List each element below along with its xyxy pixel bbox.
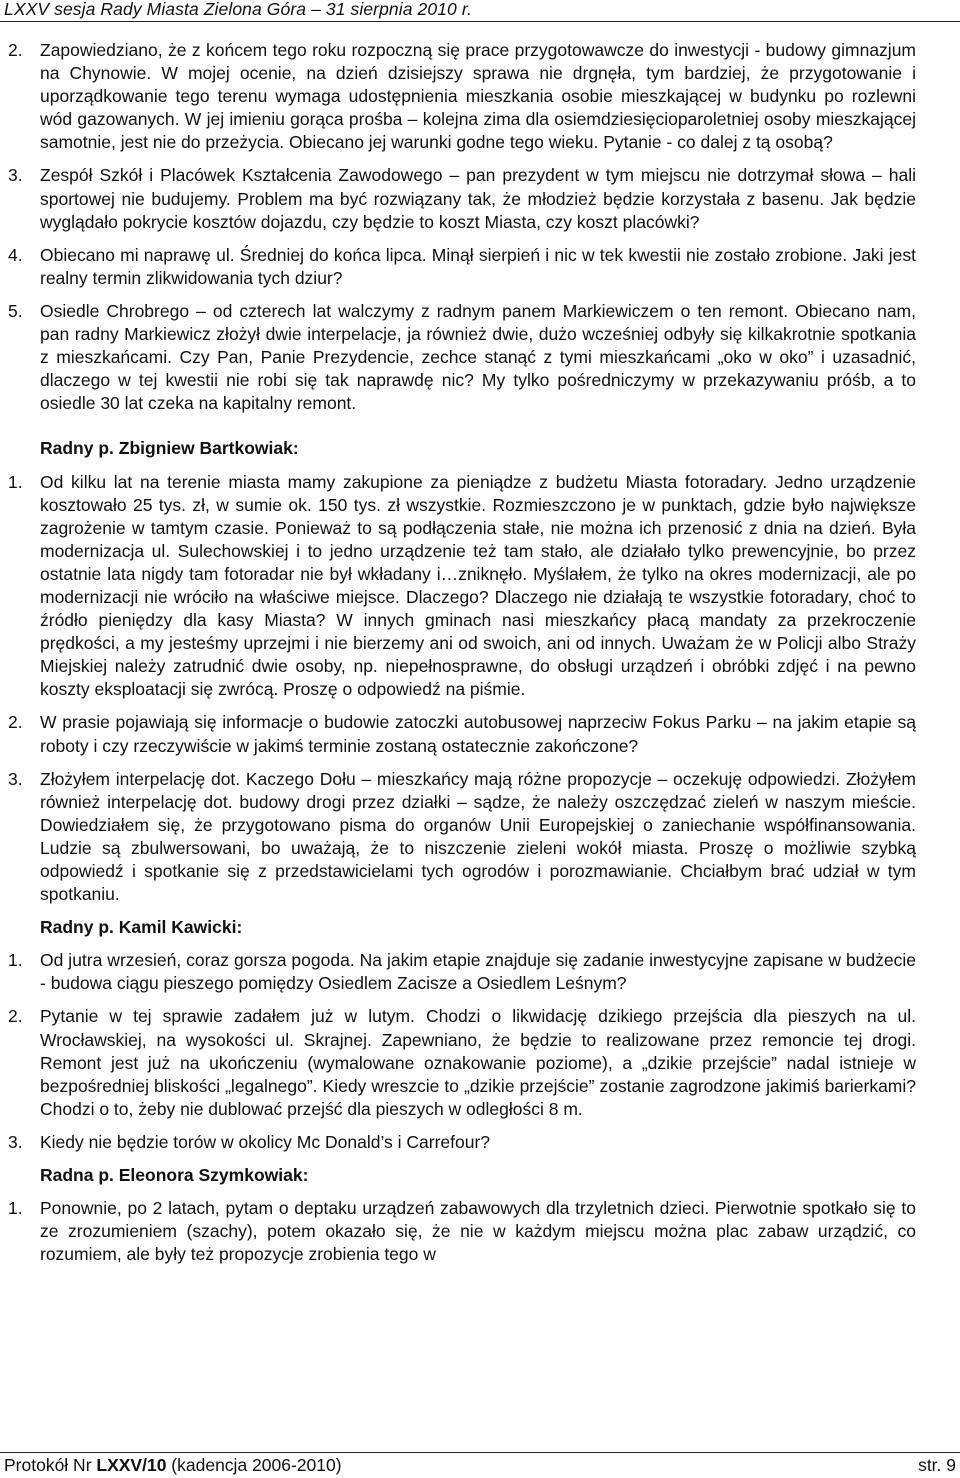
- footer-prefix: Protokół Nr: [4, 1455, 97, 1475]
- list-item: [8, 768, 916, 907]
- item-text: Złożyłem interpelację dot. Kaczego Dołu – mieszkańcy mają różne propozycje – oczekuję odpowiedzi. Złożyłem również interpelację dot. budowy drogi przez działki – sądze, że należy oszczędzać zieleń w naszym mieście. Dowiedziałem się, że przygotowano pisma do organów Unii Europejskiej o zaniechanie współfinansowania. Ludzie są zbulwersowani, bo uważają, że to niszczenie zieleni wokół miasta. Proszę o możliwie szybką odpowiedź i spotkanie się z przedstawicielami tych ogrodów i porozmawianie. Chciałbym brać udział w tym spotkaniu.: [40, 768, 916, 905]
- item-text: Od kilku lat na terenie miasta mamy zakupione za pieniądze z budżetu Miasta fotoradary. Jedno urządzenie kosztowało 25 tys. zł, w sumie ok. 150 tys. zł wszystkie. Rozmieszczono je w punktach, gdzie było największe zagrożenie w tamtym czasie. Ponieważ to są podłączenia stałe, nie można ich przenosić z dnia na dzień. Była modernizacja ul. Sulechowskiej i to jedno urządzenie też tam stało, ale działało tylko prewencyjnie, bo przez ostatnie lata nigdy tam fotoradar nie był wkładany i…zniknęło. Myślałem, że tylko na okres modernizacji, ale po modernizacji nie wróciło na właściwe miejsce. Dlaczego? Dlaczego nie działają te wszystkie fotoradary, choć to źródło pieniędzy dla kasy Miasta? W innych gminach nasi mieszkańcy płacą mandaty za przekroczenie prędkości, a my jesteśmy uprzejmi i nie bierzemy ani od swoich, ani od innych. Uważam że w Policji albo Straży Miejskiej należy zatrudnić dwie osoby, np. niepełnosprawne, do obsługi urządzeń i obróbki zdjęć i na pewno koszty eksploatacji się zwrócą. Proszę o odpowiedź na piśmie.: [40, 471, 916, 700]
- item-text: Kiedy nie będzie torów w okolicy Mc Donald’s i Carrefour?: [40, 1131, 491, 1152]
- item-text: Osiedle Chrobrego – od czterech lat walczymy z radnym panem Markiewiczem o ten remont. Obiecano nam, pan radny Markiewicz złożył dwie interpelacje, ja również dwie, dużo wcześniej odbyły się kilkakrotnie spotkania z mieszkańcami. Czy Pan, Panie Prezydencie, zechce stanąć z tymi mieszkańcami „oko w oko” i uzasadnić, dlaczego w tej kwestii nie robi się tak naprawdę nic? My tylko pośredniczymy w przekazywaniu próśb, a to osiedle 30 lat czeka na kapitalny remont.: [40, 300, 916, 414]
- item-text: Pytanie w tej sprawie zadałem już w lutym. Chodzi o likwidację dzikiego przejścia dla pieszych na ul. Wrocławskiej, na wysokości ul. Skrajnej. Zapewniano, że będzie to realizowane przez remoncie tej drogi. Remont jest już na ukończeniu (wymalowane oznakowanie poziome), a „dzikie przejście” nadal istnieje w bezpośredniej bliskości „legalnego”. Kiedy wreszcie to „dzikie przejście” zostanie zagrodzone jakimiś barierkami? Chodzi o to, żeby nie dublować przejść dla pieszych w odległości 8 m.: [40, 1006, 916, 1119]
- page-number: str. 9: [918, 1455, 956, 1475]
- item-number: 1.: [8, 1198, 23, 1219]
- item-number: 3.: [8, 165, 23, 186]
- item-number: 4.: [8, 244, 23, 265]
- item-number: 3.: [8, 768, 23, 789]
- item-text: Zapowiedziano, że z końcem tego roku rozpoczną się prace przygotowawcze do inwestycji - budowy gimnazjum na Chynowie. W mojej ocenie, na dzień dzisiejszy sprawa nie drgnęła, tym bardziej, że przygotowanie i uporządkowanie tego terenu wymaga udostępnienia mieszkania osobie mieszkającej w budynku po rozlewni wód gazowanych. W jej imieniu gorąca prośba – kolejna zima dla osiemdziesięcioparoletniej osoby mieszkającej samotnie, jest nie do przeżycia. Obiecano jej warunki godne tego wieku. Pytanie - co dalej z tą osobą?: [40, 40, 916, 153]
- list-item: [8, 1197, 916, 1266]
- item-number: 1.: [8, 471, 23, 492]
- document-body: [8, 39, 916, 1266]
- header-title: LXXV sesja Rady Miasta Zielona Góra – 31 sierpnia 2010 r.: [4, 0, 473, 19]
- list-item: [8, 39, 916, 154]
- list-item: [8, 300, 916, 415]
- footer-protocol-number: LXXV/10: [96, 1455, 167, 1475]
- item-text: Zespół Szkół i Placówek Kształcenia Zawodowego – pan prezydent w tym miejscu nie dotrzymał słowa – hali sportowej nie budujemy. Problem ma być rozwiązany tak, że młodzież będzie korzystała z basenu. Jak będzie wyglądało pokrycie kosztów dojazdu, czy będzie to koszt Miasta, czy koszt placówki?: [40, 165, 916, 232]
- list-item: [8, 949, 916, 995]
- item-text: Obiecano mi naprawę ul. Średniej do końca lipca. Minął sierpień i nic w tek kwestii nie zostało zrobione. Jaki jest realny termin zlikwidowania tych dziur?: [40, 244, 916, 288]
- item-number: 3.: [8, 1131, 23, 1152]
- speaker-heading: Radny p. Kamil Kawicki:: [40, 917, 243, 938]
- item-number: 5.: [8, 300, 23, 321]
- footer-suffix: (kadencja 2006-2010): [166, 1455, 342, 1475]
- list-item: [8, 244, 916, 290]
- list-item: [8, 1131, 916, 1154]
- list-item: [8, 471, 916, 702]
- item-number: 2.: [8, 712, 23, 733]
- list-item: [8, 711, 916, 757]
- list-item: [8, 164, 916, 233]
- item-number: 2.: [8, 40, 23, 60]
- footer-protocol: [4, 1455, 342, 1476]
- item-text: W prasie pojawiają się informacje o budowie zatoczki autobusowej naprzeciw Fokus Parku – na jakim etapie są roboty i czy rzeczywiście w jakimś terminie zostaną ostatecznie zakończone?: [40, 712, 916, 756]
- page-footer: [0, 1452, 960, 1478]
- item-text: Ponownie, po 2 latach, pytam o deptaku urządzeń zabawowych dla trzyletnich dzieci. Pierwotnie spotkało się to ze zrozumieniem (szachy), potem okazało się, że nie w każdym miejscu można plac zabaw urządzić, co rozumiem, ale były też propozycje zrobienia tego w: [40, 1198, 916, 1265]
- item-text: Od jutra wrzesień, coraz gorsza pogoda. Na jakim etapie znajduje się zadanie inwestycyjne zapisane w budżecie - budowa ciągu pieszego pomiędzy Osiedlem Zacisze a Osiedlem Leśnym?: [40, 950, 916, 994]
- item-number: 1.: [8, 950, 23, 971]
- speaker-heading: Radna p. Eleonora Szymkowiak:: [40, 1165, 309, 1186]
- list-item: [8, 1005, 916, 1120]
- speaker-heading: Radny p. Zbigniew Bartkowiak:: [40, 438, 299, 459]
- item-number: 2.: [8, 1006, 23, 1027]
- page-header: [0, 0, 960, 22]
